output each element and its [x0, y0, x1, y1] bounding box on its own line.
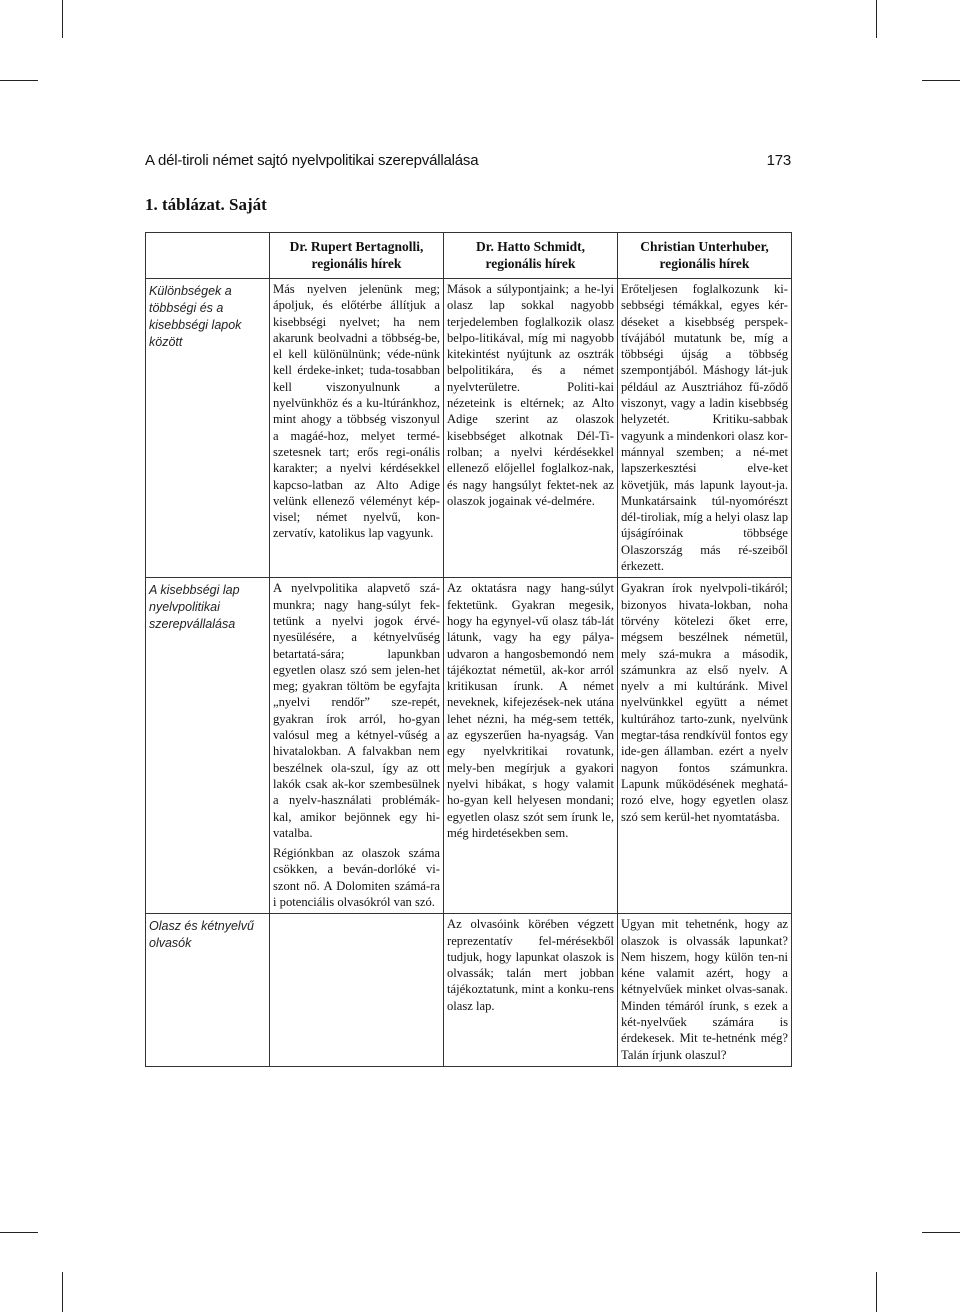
running-title: A dél-tiroli német sajtó nyelvpolitikai szerepvállalása	[145, 152, 479, 169]
cell-paragraph: A nyelvpolitika alapvető szá-munkra; nagy hang-súlyt fek-tetünk a nyelvi jogok érvé-nyesülésére, a kétnyelvűség betartatá-sára; lapunkban egyetlen olasz szó sem jelen-het meg; gyakran töltöm be egyfajta „nyelvi rendőr” sze-repét, gyakran írok arról, ho-gyan valósul meg a kétnyel-vűség a hivatalokban. A falvakban nem beszélnek ola-szul, így az ott lakók csak ak-kor szembesülnek a nyelv-használati problémák-kal, amikor bejönnek egy hi-vatalba.	[273, 581, 440, 840]
table-cell	[444, 578, 618, 914]
row-label: Különbségek a többségi és a kisebbségi lapok között	[146, 279, 270, 578]
table-row	[146, 279, 792, 578]
table-cell	[270, 578, 444, 914]
running-head	[145, 152, 791, 169]
table-row	[146, 578, 792, 914]
crop-mark-bottom-right	[876, 1272, 877, 1312]
cell-paragraph: Gyakran írok nyelvpoli-tikáról; bizonyos hivata-lokban, noha törvény kötelezi őket erre, mégsem beszélnek németül, mely szá-mukra a második, számunkra az első nyelv. A nyelv a mi kultúránk. Mivel nyelvünkkel együtt a német kultúrához tarto-zunk, nyelvünk megtar-tása rendkívül fontos egy ide-gen államban. ezért a nyelv nagyon fontos számunkra. Lapunk működésének meghatá-rozó elve, hogy egyetlen olasz szó sem kerül-het nyomtatásba.	[621, 581, 788, 824]
crop-mark-bottom-left-h	[0, 1232, 38, 1233]
row-label: A kisebbségi lap nyelvpolitikai szerepvállalása	[146, 578, 270, 914]
cell-paragraph: Más nyelven jelenünk meg; ápoljuk, és előtérbe állítjuk a kisebbségi nyelvet; ha nem akarunk beolvadni a többség-be, el kell különülnünk; véde-nünk kell érdeke-inket; tuda-tosabban kell viszonyulnunk a nyelvünkhöz és a ku-ltúránkhoz, mint ahogy a többség viszonyul a magáé-hoz, melyet termé-szetesnek tart; erős regi-onális karakter; a nyelvi kérdésekkel kapcso-latban az Alto Adige velünk ellenező véleményt kép-visel; német nyelvű, kon-zervatív, katolikus lap vagyunk.	[273, 282, 440, 541]
table-caption: 1. táblázat. Saját	[145, 195, 267, 214]
cell-paragraph: Erőteljesen foglalkozunk ki-sebbségi témákkal, egyes kér-déseket a kisebbség perspek-tívájából mutatunk be, míg a többségi újság a többség szempontjából. Máshogy lát-juk például az Ausztriához fű-ződő viszonyt, vagy a ladin kisebbség helyzetét. Kritiku-sabbak vagyunk a mindenkori olasz kor-mánnyal szemben; a né-met lapszerkesztési elve-ket követjük, más lapunk layout-ja. Munkatársaink túl-nyomórészt dél-tiroliak, míg a helyi olasz lap újságíróinak többsége Olaszország más ré-szeiből érkezett.	[621, 282, 788, 574]
table-row	[146, 914, 792, 1067]
crop-mark-top-right	[876, 0, 877, 38]
interview-table	[145, 232, 792, 1067]
cell-paragraph: Régiónkban az olaszok száma csökken, a beván-dorlóké vi-szont nő. A Dolomiten számá-ra i potenciális olvasókról van szó.	[273, 846, 440, 909]
table-cell	[618, 578, 792, 914]
page-number: 173	[766, 152, 791, 169]
crop-mark-top-left-h	[0, 80, 38, 81]
column-header: Christian Unterhuber, regionális hírek	[618, 233, 792, 279]
crop-mark-top-left	[62, 0, 63, 38]
table-cell	[618, 279, 792, 578]
row-label: Olasz és kétnyelvű olvasók	[146, 914, 270, 1067]
crop-mark-bottom-right-h	[922, 1232, 960, 1233]
cell-paragraph: Ugyan mit tehetnénk, hogy az olaszok is olvassák lapunkat? Nem hiszem, hogy külön ten-ni kéne valamit azért, hogy a kétnyelvűek minket olvas-sanak. Minden témáról írunk, s ezek a két-nyelvűek számára is érdekesek. Mit te-hetnénk még? Talán írjunk olaszul?	[621, 917, 788, 1062]
cell-paragraph: Mások a súlypontjaink; a he-lyi olasz lap sokkal nagyobb terjedelemben foglalkozik olasz belpo-litikával, míg mi nagyobb kitekintést nyújtunk az osztrák belpolitikára, és a német nyelvterületre. Politi-kai nézeteink is eltérnek; az Alto Adige szerint az olaszok kisebbséget alkotnak Dél-Ti-rolban; a nyelvi kérdésekkel ellenező előjellel foglalkoz-nak, és nagy hangsúlyt fektet-nek az olaszok jogainak vé-delmére.	[447, 282, 614, 508]
cell-paragraph: Az oktatásra nagy hang-súlyt fektetünk. Gyakran megesik, hogy ha egynyel-vű olasz táb-lát látunk, vagy ha egy pálya-udvaron a hangosbemondó nem tájékoztat németül, ak-kor arról kritikusan írunk. A német neveknek, kifejezések-nek utána lehet nézni, ha még-sem tették, az egyszerűen ha-nyagság. Van egy nyelvkritikai rovatunk, mely-ben megírjuk a gyakori nyelvi hibákat, s hogy valamit ho-gyan kell helyesen mondani; egyetlen olasz szót sem írunk le, még hirdetésekben sem.	[447, 581, 614, 840]
table-cell	[270, 279, 444, 578]
header-empty-cell	[146, 233, 270, 279]
column-header: Dr. Hatto Schmidt, regionális hírek	[444, 233, 618, 279]
table-header-row	[146, 233, 792, 279]
crop-mark-bottom-left	[62, 1272, 63, 1312]
table-cell	[444, 914, 618, 1067]
crop-mark-top-right-h	[922, 80, 960, 81]
table-cell	[618, 914, 792, 1067]
table-cell-empty	[270, 914, 444, 1067]
column-header: Dr. Rupert Bertagnolli, regionális hírek	[270, 233, 444, 279]
table-cell	[444, 279, 618, 578]
cell-paragraph: Az olvasóink körében végzett reprezentatív fel-mérésekből tudjuk, hogy lapunkat olaszok is olvassák; talán mert jobban tájékoztatunk, mint a konku-rens olasz lap.	[447, 917, 614, 1013]
